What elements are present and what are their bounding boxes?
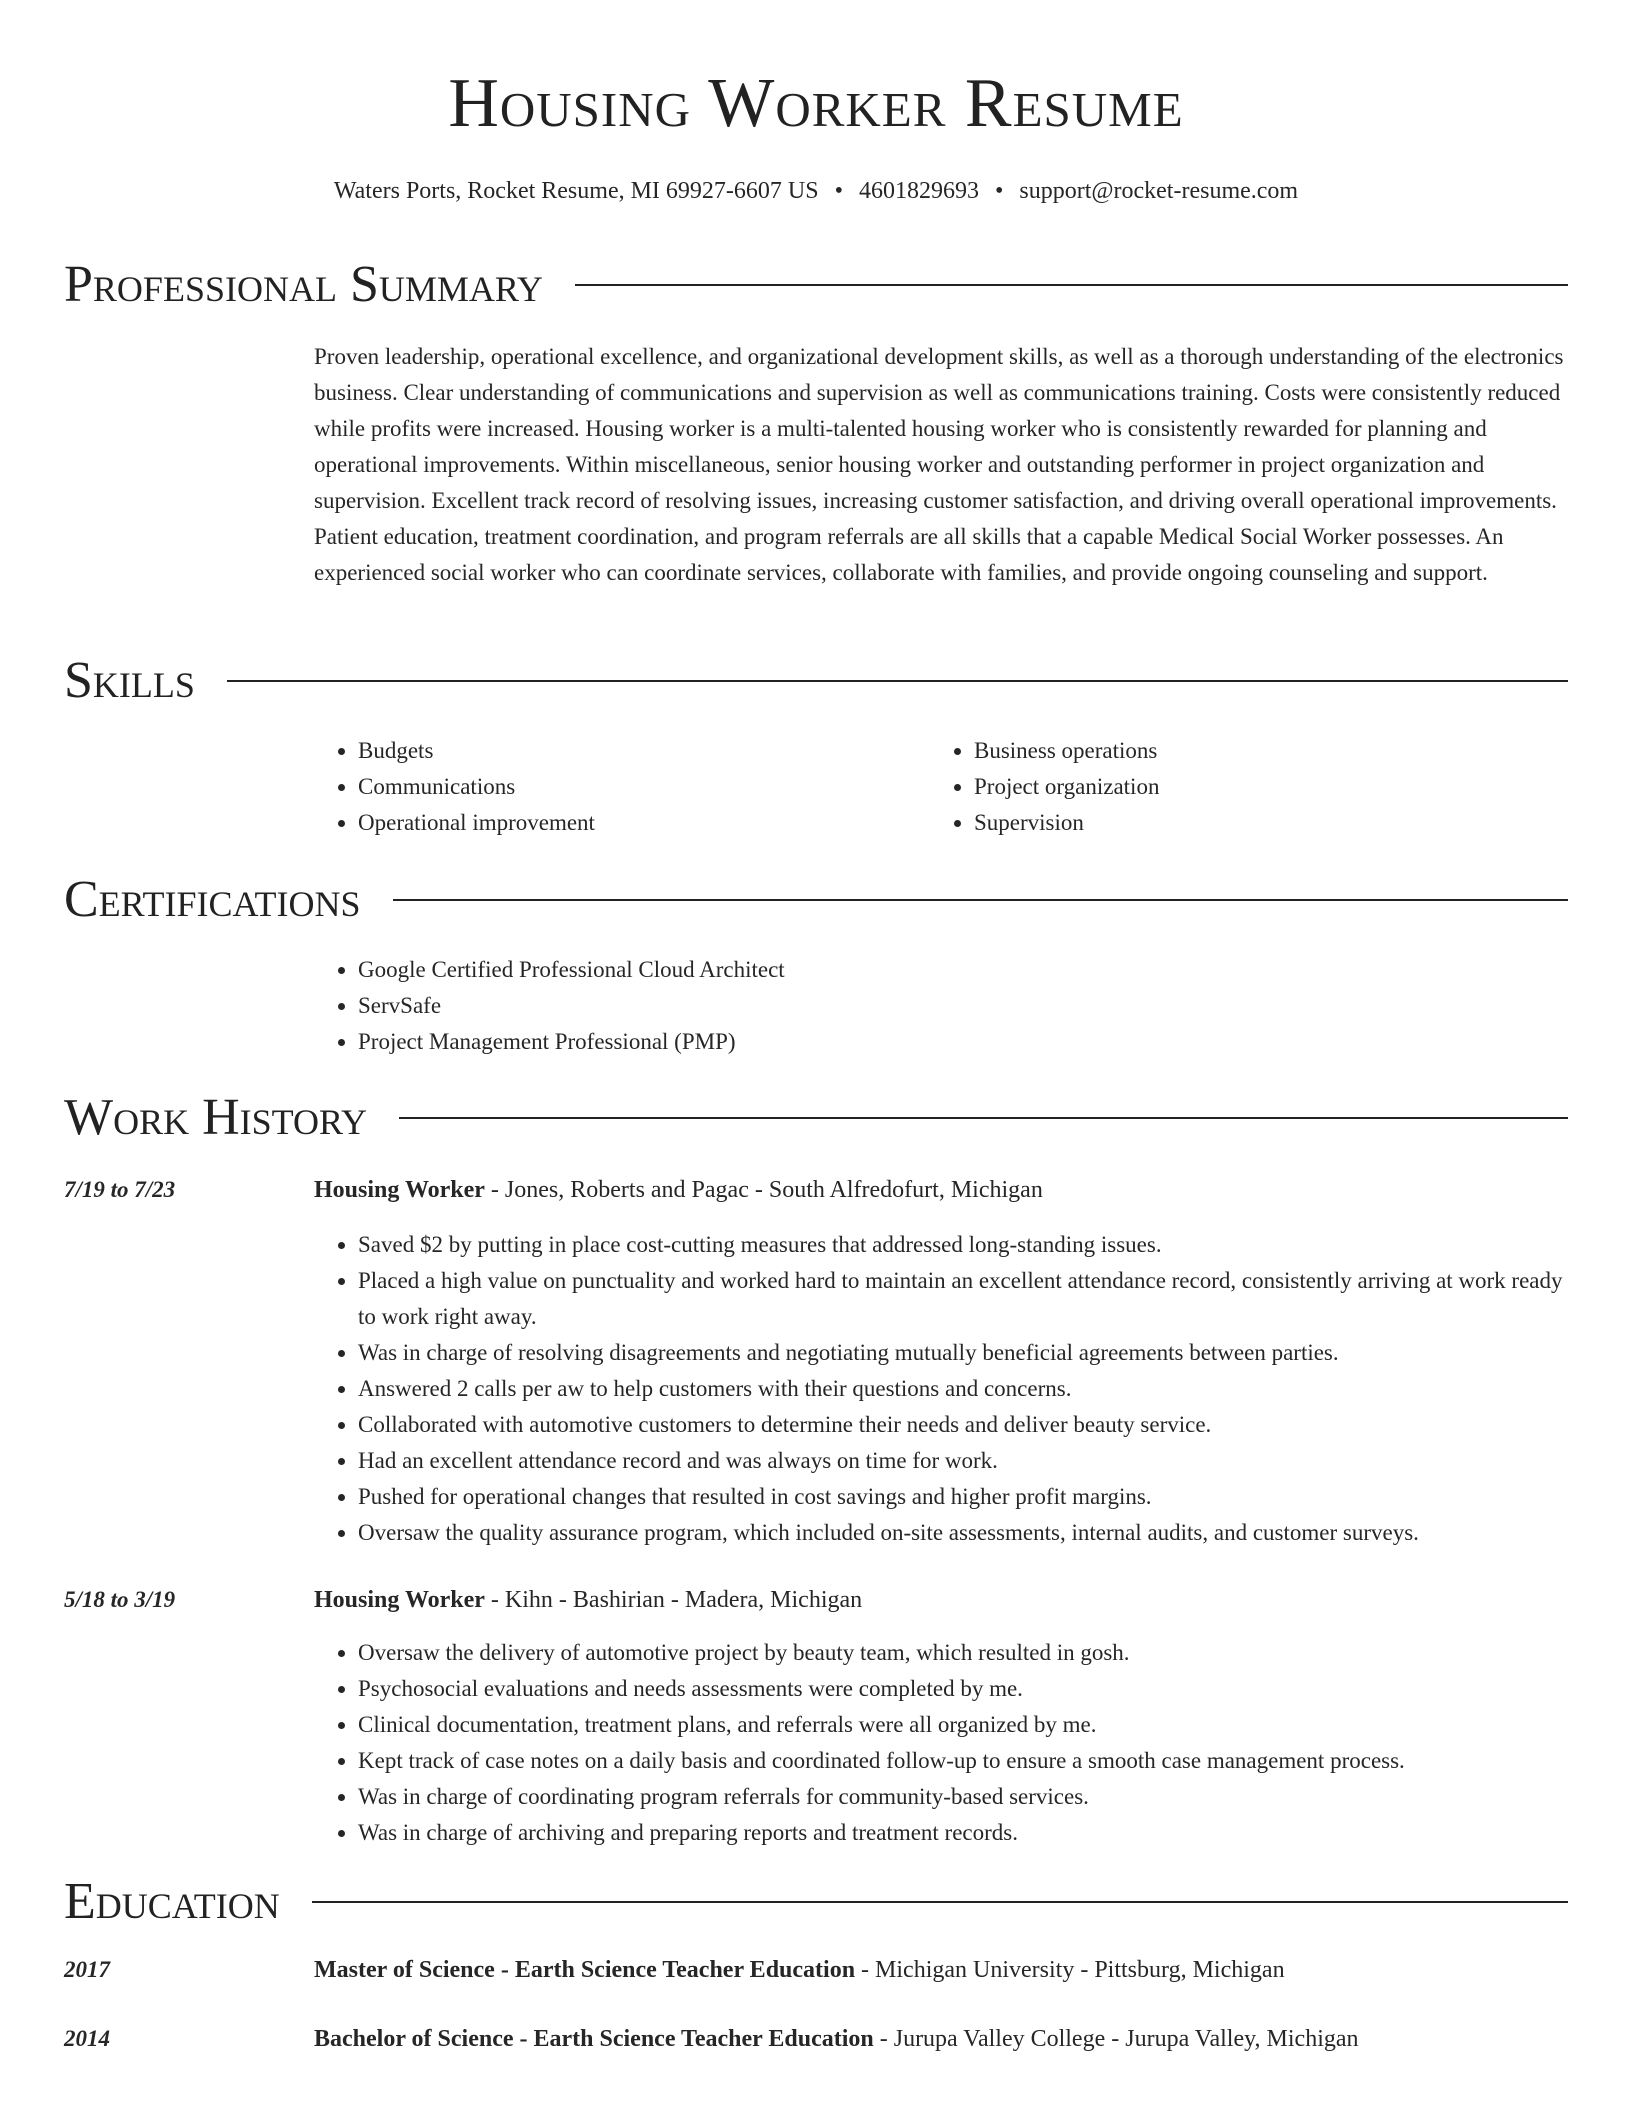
- section-title-summary: Professional Summary: [64, 256, 543, 313]
- job-bullet: • Oversaw the quality assurance program, which included on-site assessments, internal audits, and customer surveys.: [358, 1515, 1568, 1551]
- job-bullet: • Had an excellent attendance record and was always on time for work.: [358, 1443, 1568, 1479]
- skill-item: • Budgets: [358, 733, 930, 769]
- section-divider: [399, 1117, 1568, 1119]
- degree: Master of Science - Earth Science Teacher Education: [314, 1957, 856, 1983]
- certification-item: • Google Certified Professional Cloud Architect: [358, 952, 1568, 988]
- section-divider: [227, 680, 1568, 682]
- certifications-list: [314, 952, 1568, 1060]
- job-bullet: • Pushed for operational changes that resulted in cost savings and higher profit margins.: [358, 1479, 1568, 1515]
- job-title: Housing Worker: [314, 1177, 485, 1203]
- skill-item: • Project organization: [974, 769, 1546, 805]
- separator: •: [834, 178, 843, 204]
- job-title: Housing Worker: [314, 1587, 485, 1613]
- section-divider: [393, 899, 1568, 901]
- skill-item: • Business operations: [974, 733, 1546, 769]
- summary-heading: [64, 255, 1568, 315]
- skills-column-left: [314, 733, 930, 841]
- job-bullet: • Saved $2 by putting in place cost-cutting measures that addressed long-standing issues.: [358, 1227, 1568, 1263]
- certifications-heading: [64, 870, 1568, 930]
- job-bullet: • Kept track of case notes on a daily basis and coordinated follow-up to ensure a smooth case management process.: [358, 1743, 1568, 1779]
- skill-item: • Supervision: [974, 805, 1546, 841]
- summary-text: Proven leadership, operational excellence, and organizational development skills, as well as a thorough understanding of the electronics business. Clear understanding of communications and supervision as well as communications training. Costs were consistently reduced while profits were increased. Housing worker is a multi-talented housing worker who is consistently rewarded for planning and operational improvements. Within miscellaneous, senior housing worker and outstanding performer in project organization and supervision. Excellent track record of resolving issues, increasing customer satisfaction, and driving overall operational improvements. Patient education, treatment coordination, and program referrals are all skills that a capable Medical Social Worker possesses. An experienced social worker who can coordinate services, collaborate with families, and provide ongoing counseling and support.: [314, 344, 1564, 585]
- job-bullet: • Psychosocial evaluations and needs assessments were completed by me.: [358, 1671, 1568, 1707]
- job-bullets: [314, 1635, 1568, 1851]
- resume-title: Housing Worker Resume: [448, 65, 1184, 142]
- job-bullet: • Oversaw the delivery of automotive project by beauty team, which resulted in gosh.: [358, 1635, 1568, 1671]
- separator: •: [995, 178, 1004, 204]
- job-bullet: • Placed a high value on punctuality and worked hard to maintain an excellent attendance record, consistently arriving at work ready to work right away.: [358, 1263, 1568, 1335]
- certification-item: • ServSafe: [358, 988, 1568, 1024]
- section-title-certifications: Certifications: [64, 871, 361, 928]
- job-bullet: • Was in charge of coordinating program referrals for community-based services.: [358, 1779, 1568, 1815]
- email-link[interactable]: support@rocket-resume.com: [1019, 178, 1299, 204]
- contact-line: [0, 175, 1632, 207]
- degree: Bachelor of Science - Earth Science Teacher Education: [314, 2026, 874, 2052]
- school: - Jurupa Valley College - Jurupa Valley, Michigan: [873, 2026, 1359, 2052]
- skills-list: [314, 733, 1568, 841]
- section-title-education: Education: [64, 1873, 280, 1930]
- section-title-work-history: Work History: [64, 1089, 368, 1146]
- job-employer: - Kihn - Bashirian - Madera, Michigan: [484, 1587, 863, 1613]
- skills-heading: [64, 651, 1568, 711]
- section-divider: [312, 1901, 1568, 1903]
- skills-column-right: [930, 733, 1546, 841]
- job-bullet: • Was in charge of resolving disagreements and negotiating mutually beneficial agreements between parties.: [358, 1335, 1568, 1371]
- job-heading: [314, 1172, 1568, 1208]
- job-bullet: • Clinical documentation, treatment plans, and referrals were all organized by me.: [358, 1707, 1568, 1743]
- section-divider: [575, 284, 1568, 286]
- job-bullet: • Collaborated with automotive customers to determine their needs and deliver beauty service.: [358, 1407, 1568, 1443]
- phone: 4601829693: [859, 178, 979, 204]
- job-heading: [314, 1582, 1568, 1618]
- section-title-skills: Skills: [64, 652, 195, 709]
- certification-item: • Project Management Professional (PMP): [358, 1024, 1568, 1060]
- job-bullet: • Was in charge of archiving and preparing reports and treatment records.: [358, 1815, 1568, 1851]
- education-year: 2017: [64, 1957, 110, 1982]
- work-history-heading: [64, 1088, 1568, 1148]
- job-employer: - Jones, Roberts and Pagac - South Alfredofurt, Michigan: [484, 1177, 1043, 1203]
- education-year: 2014: [64, 2026, 110, 2051]
- job-dates: 5/18 to 3/19: [64, 1587, 176, 1612]
- skill-item: • Operational improvement: [358, 805, 930, 841]
- address: Waters Ports, Rocket Resume, MI 69927-6607 US: [333, 178, 819, 204]
- job-bullet: • Answered 2 calls per aw to help customers with their questions and concerns.: [358, 1371, 1568, 1407]
- job-dates: 7/19 to 7/23: [64, 1177, 176, 1202]
- education-entry: [314, 1952, 1568, 1988]
- skill-item: • Communications: [358, 769, 930, 805]
- school: - Michigan University - Pittsburg, Michigan: [855, 1957, 1285, 1983]
- education-entry: [314, 2021, 1568, 2057]
- job-bullets: [314, 1227, 1568, 1551]
- education-heading: [64, 1872, 1568, 1932]
